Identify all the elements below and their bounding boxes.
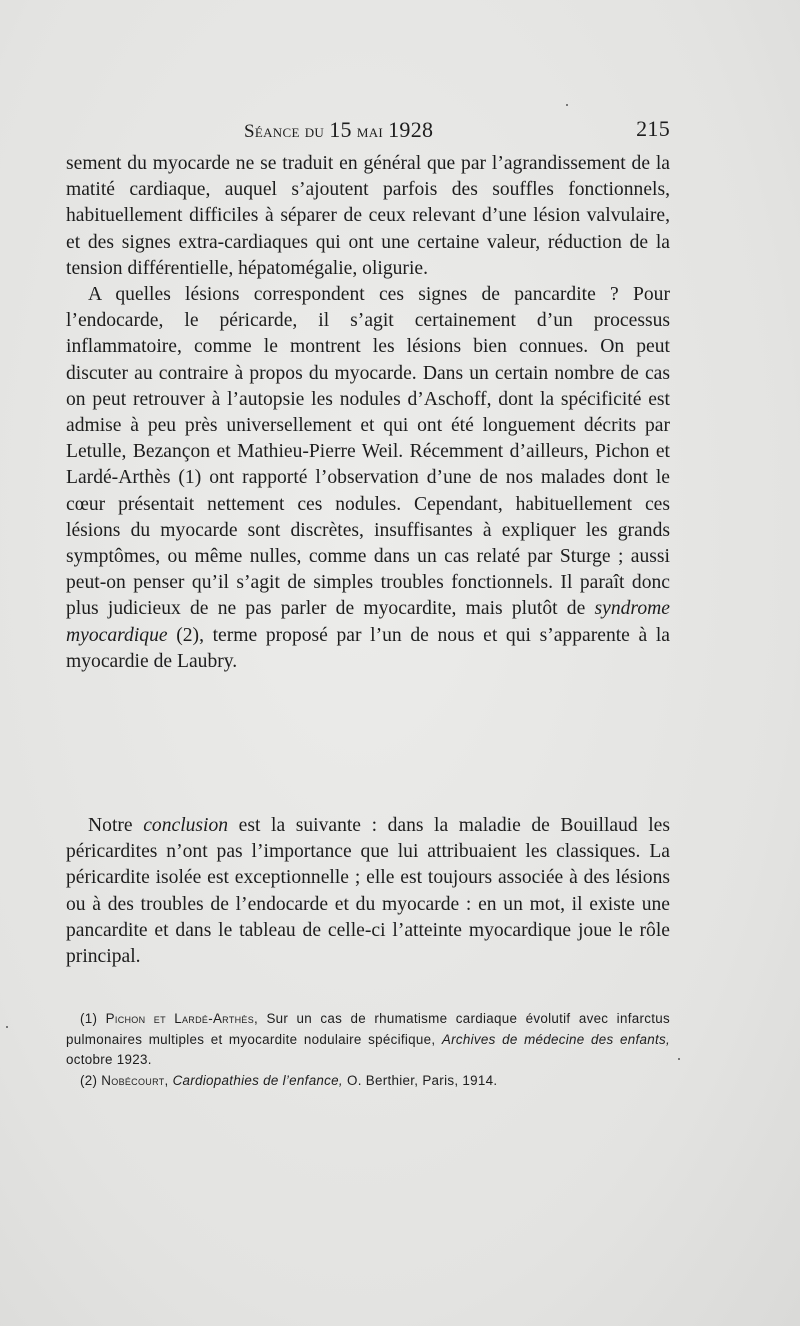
footnote-2-rest: O. Berthier, Paris, 1914. [346, 1072, 498, 1088]
paragraph-3-text-b: est la suivante : dans la maladie de Bouillaud les péricardites n’ont pas l’importance que lui attribuaient les classiques. La péricardite isolée est exceptionnelle ; elle est toujours associée à des lésions ou à des troubles de l’endocarde et du myocarde : en un mot, il existe une pancardite et dans le tableau de celle-ci l’atteinte myocardique joue le rôle principal. [66, 815, 671, 968]
footnote-2-author: Nobécourt, [101, 1072, 169, 1088]
paper-speck [678, 1058, 680, 1060]
paper-speck [566, 104, 568, 106]
running-title-month: mai [356, 121, 384, 142]
footnote-1-text: Sur un cas de rhumatisme cardiaque évolutif avec infarctus pulmonaires multiples et myocardite nodulaire spécifique, [66, 1011, 670, 1047]
paragraph-1: sement du myocarde ne se traduit en général que par l’agrandissement de la matité cardiaque, auquel s’ajoutent parfois des souffles fonctionnels, habituellement difficiles à séparer de ceux relevant d’une lésion valvulaire, et des signes extra-cardiaques qui ont une certaine valeur, réduction de la tension différentielle, hépatomégalie, oligurie. [66, 153, 670, 279]
footnote-2-title: Cardiopathies de l’enfance, [172, 1072, 343, 1088]
running-title-day: 15 [329, 117, 352, 142]
paragraph-2-text-b: (2), terme proposé par l’un de nous et qui s’apparente à la myocardie de Laubry. [66, 624, 670, 672]
paragraph-2 [66, 282, 670, 675]
footnote-1-date: octobre 1923. [66, 1052, 152, 1067]
paragraph-2-text-a: A quelles lésions correspondent ces signes de pancardite ? Pour l’endocarde, le péricarde, il s’agit certainement d’un processus inflammatoire, comme le montrent les lésions bien connues. On peut discuter au contraire à propos du myocarde. Dans un certain nombre de cas on peut retrouver à l’autopsie les nodules d’Aschoff, dont la spécificité est admise à peu près universellement et qui ont été longuement décrits par Letulle, Bezançon et Mathieu-Pierre Weil. Récemment d’ailleurs, Pichon et Lardé-Arthès (1) ont rapporté l’observation d’une de nos malades dont le cœur présentait nettement ces nodules. Cependant, habituellement ces lésions du myocarde sont discrètes, insuffisantes à expliquer les grands symptômes, ou même nulles, comme dans un cas relaté par Sturge ; aussi peut-on penser qu’il s’agit de simples troubles fonctionnels. Il paraît donc plus judicieux de ne pas parler de myocardite, mais plutôt de [66, 284, 670, 620]
footnote-1-marker: (1) [80, 1011, 98, 1026]
running-title-prefix: Séance du [244, 121, 325, 142]
paragraph-3 [66, 813, 670, 970]
running-title-year: 1928 [388, 117, 434, 142]
footnote-2 [66, 1071, 670, 1092]
conclusion-section [66, 813, 670, 970]
footnote-1-authors: Pichon et Lardé-Arthès, [105, 1011, 259, 1026]
page-number: 215 [636, 116, 670, 141]
paragraph-3-text-a: Notre [88, 815, 133, 836]
paragraph-2-italic: syndrome myocardique [66, 598, 670, 646]
footnotes [66, 1009, 670, 1091]
running-title [244, 117, 433, 143]
paragraph-3-italic: conclusion [143, 815, 229, 836]
footnote-1-journal: Archives de médecine des enfants, [441, 1031, 670, 1047]
footnote-1 [66, 1009, 670, 1071]
footnote-2-marker: (2) [80, 1072, 98, 1088]
main-text [66, 151, 670, 675]
paper-speck [6, 1026, 8, 1028]
running-header [66, 113, 670, 143]
